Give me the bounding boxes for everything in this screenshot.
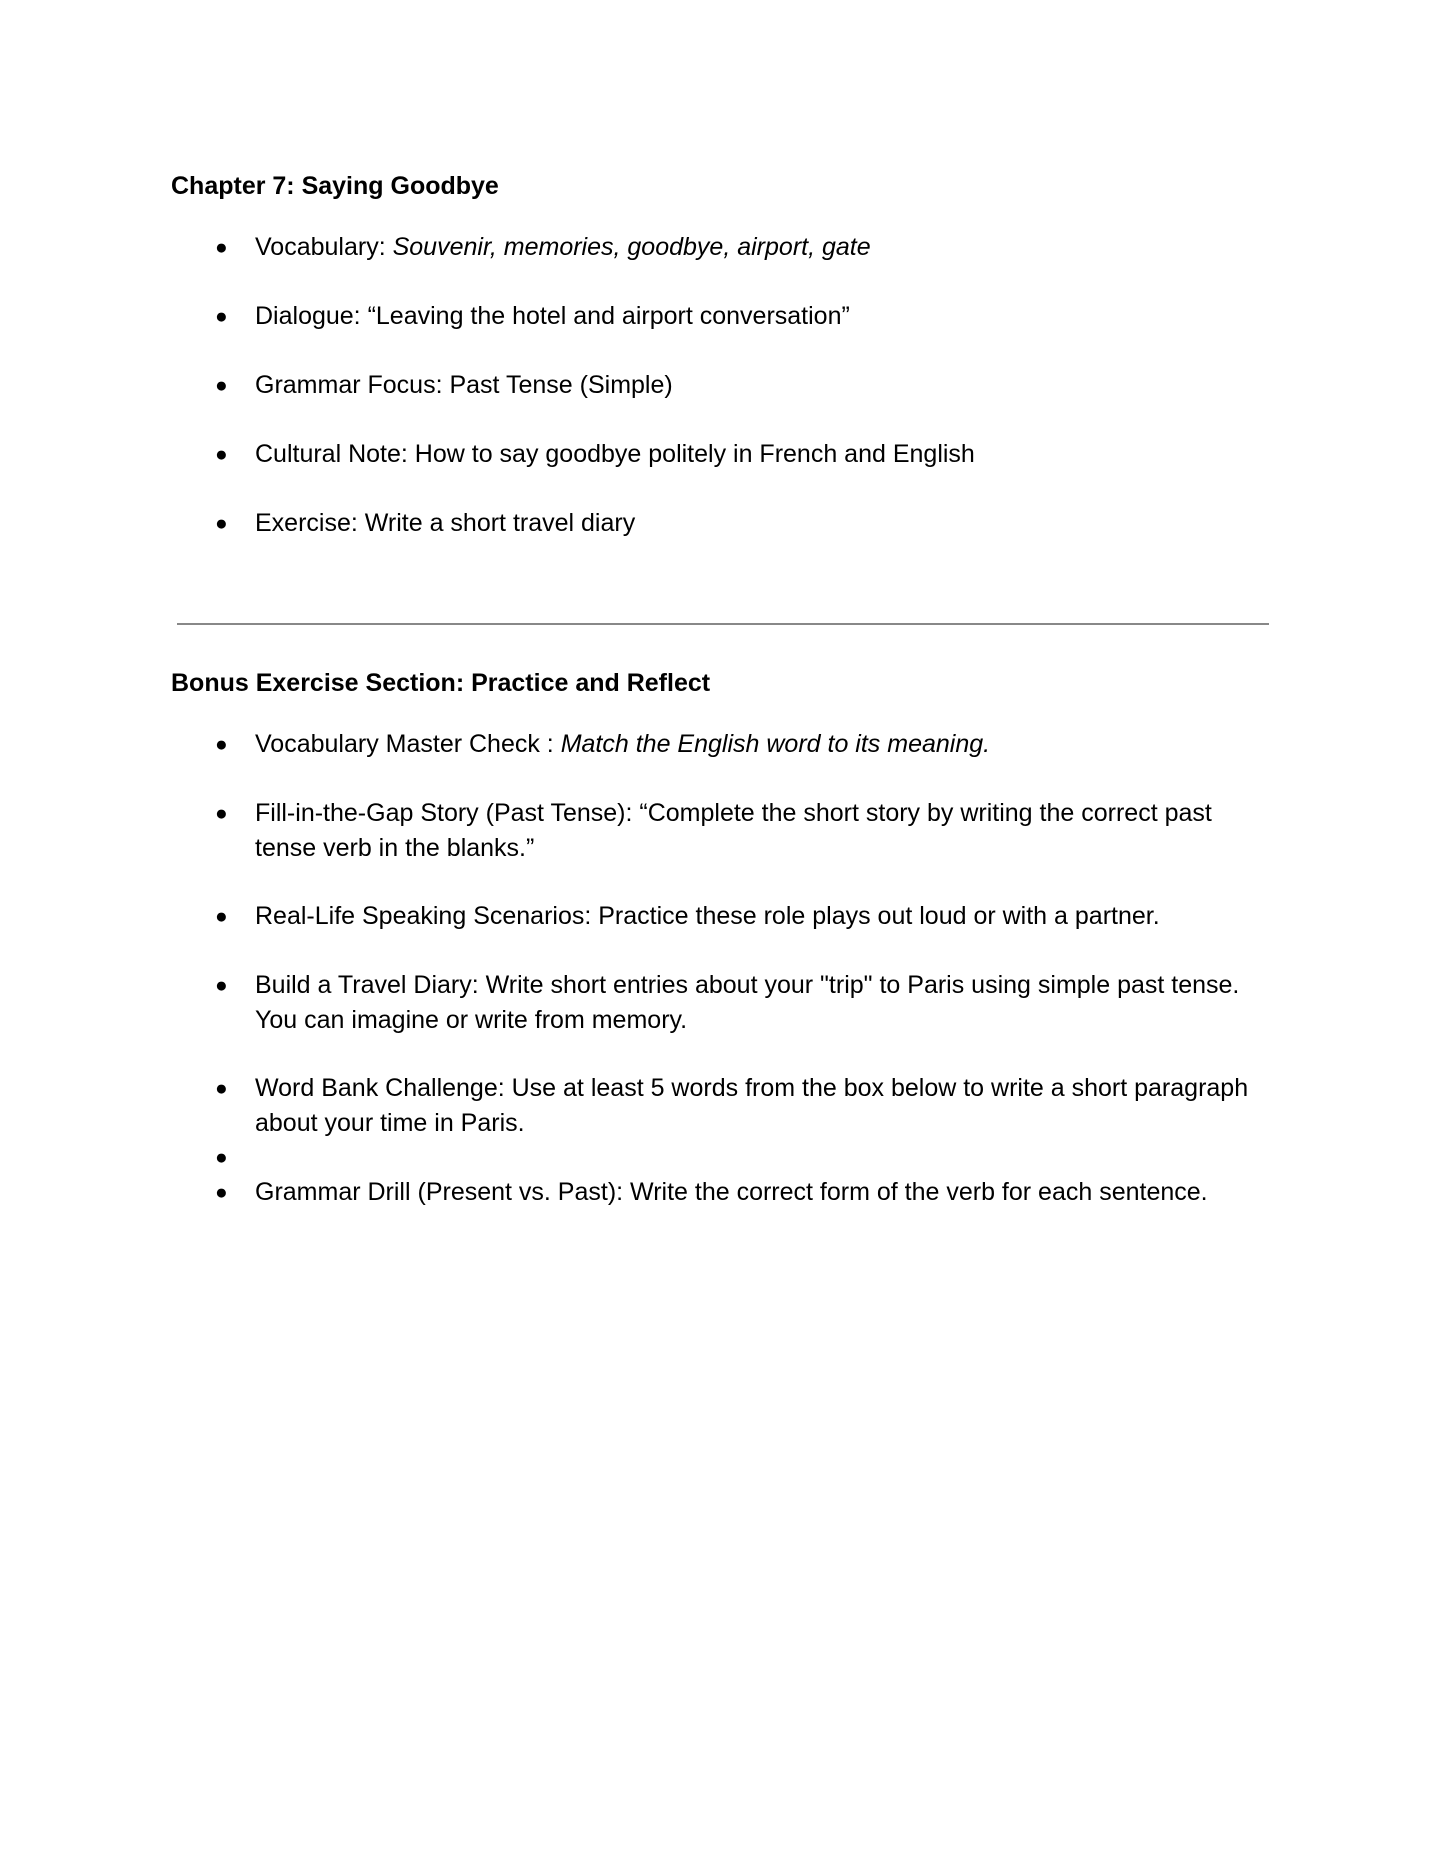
bullet-icon: ● xyxy=(215,905,228,928)
item-label: Exercise: Write a short travel diary xyxy=(255,509,636,537)
bullet-icon: ● xyxy=(215,1146,228,1169)
chapter-title: Chapter 7: Saying Goodbye xyxy=(171,172,499,200)
list-item-text xyxy=(255,1175,1255,1210)
item-label: Fill-in-the-Gap Story (Past Tense): “Complete the short story by writing the correct past tense verb in the blanks.” xyxy=(255,799,1212,862)
bullet-icon: ● xyxy=(215,1181,228,1204)
item-label: Real-Life Speaking Scenarios: Practice these role plays out loud or with a partner. xyxy=(255,902,1160,930)
item-label: Grammar Drill (Present vs. Past): Write the correct form of the verb for each sentence. xyxy=(255,1178,1208,1206)
item-label: Grammar Focus: Past Tense (Simple) xyxy=(255,371,673,399)
bullet-icon: ● xyxy=(215,802,228,825)
item-label: Word Bank Challenge: Use at least 5 words from the box below to write a short paragraph about your time in Paris. xyxy=(255,1074,1249,1137)
list-item-text xyxy=(255,796,1255,866)
list-item-text xyxy=(255,968,1255,1038)
bullet-icon: ● xyxy=(215,733,228,756)
list-item-text xyxy=(255,1071,1255,1141)
list-item-text xyxy=(255,899,1255,934)
bullet-icon: ● xyxy=(215,305,228,328)
item-label: Build a Travel Diary: Write short entries about your "trip" to Paris using simple past tense. You can imagine or write from memory. xyxy=(255,971,1240,1034)
bullet-icon: ● xyxy=(215,236,228,259)
item-label: Vocabulary: xyxy=(255,233,393,261)
item-label: Cultural Note: How to say goodbye politely in French and English xyxy=(255,440,975,468)
horizontal-divider xyxy=(177,623,1269,625)
bullet-icon: ● xyxy=(215,1077,228,1100)
bullet-icon: ● xyxy=(215,374,228,397)
list-item-text xyxy=(255,230,1255,265)
list-item-text xyxy=(255,368,1255,403)
bonus-section-title: Bonus Exercise Section: Practice and Reflect xyxy=(171,669,711,697)
bullet-icon: ● xyxy=(215,974,228,997)
item-italic: Match the English word to its meaning. xyxy=(560,730,991,758)
bullet-icon: ● xyxy=(215,512,228,535)
list-item-text xyxy=(255,506,1255,541)
list-item-text xyxy=(255,727,1255,762)
item-label: Dialogue: “Leaving the hotel and airport conversation” xyxy=(255,302,850,330)
bullet-icon: ● xyxy=(215,443,228,466)
list-item-text xyxy=(255,299,1255,334)
item-label: Vocabulary Master Check : xyxy=(255,730,561,758)
list-item-text xyxy=(255,437,1255,472)
item-italic: Souvenir, memories, goodbye, airport, gate xyxy=(392,233,871,261)
